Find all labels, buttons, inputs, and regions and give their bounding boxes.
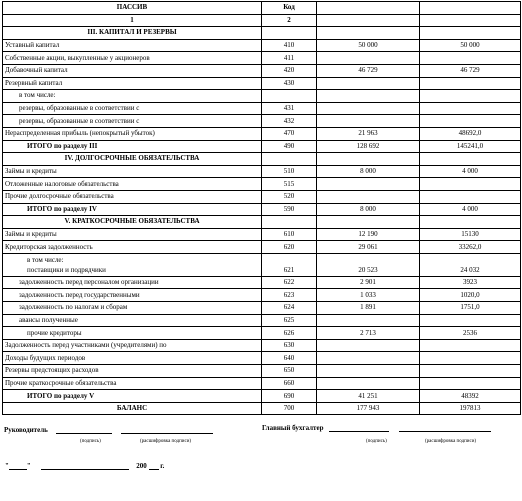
row-value-end: 197813 bbox=[420, 402, 521, 415]
row-code: 640 bbox=[262, 352, 317, 365]
row-code: 660 bbox=[262, 377, 317, 390]
row-code: 590 bbox=[262, 203, 317, 216]
table-row bbox=[3, 253, 521, 276]
row-label: Резервный капитал bbox=[3, 77, 262, 90]
row-code: 411 bbox=[262, 52, 317, 65]
row-label: Кредиторская задолженность bbox=[3, 241, 262, 254]
row-value-start: 8 000 bbox=[317, 203, 420, 216]
row-value-end bbox=[420, 153, 521, 166]
col-number-1: 1 bbox=[3, 14, 262, 27]
table-row bbox=[3, 77, 521, 90]
row-label: III. КАПИТАЛ И РЕЗЕРВЫ bbox=[3, 27, 262, 40]
row-value-end bbox=[420, 190, 521, 203]
row-value-start: 46 729 bbox=[317, 64, 420, 77]
row-value-end bbox=[420, 377, 521, 390]
row-value-start: 8 000 bbox=[317, 165, 420, 178]
row-value-start: 41 251 bbox=[317, 390, 420, 403]
row-label: V. КРАТКОСРОЧНЫЕ ОБЯЗАТЕЛЬСТВА bbox=[3, 216, 262, 229]
table-row bbox=[3, 115, 521, 128]
table-row bbox=[3, 289, 521, 302]
row-label: в том числе: поставщики и подрядчики bbox=[3, 253, 262, 276]
accountant-signature-line[interactable] bbox=[329, 431, 389, 432]
row-code: 432 bbox=[262, 115, 317, 128]
row-code: 650 bbox=[262, 365, 317, 378]
row-value-start: 2 901 bbox=[317, 276, 420, 289]
row-value-end bbox=[420, 52, 521, 65]
row-code: 624 bbox=[262, 302, 317, 315]
row-value-end: 24 032 bbox=[420, 253, 521, 276]
row-code bbox=[262, 27, 317, 40]
row-value-start bbox=[317, 365, 420, 378]
col-number-2: 2 bbox=[262, 14, 317, 27]
row-value-end bbox=[420, 352, 521, 365]
row-label: Займы и кредиты bbox=[3, 228, 262, 241]
row-value-start: 1 033 bbox=[317, 289, 420, 302]
row-code: 626 bbox=[262, 327, 317, 340]
row-value-start bbox=[317, 216, 420, 229]
row-label: ИТОГО по разделу III bbox=[3, 140, 262, 153]
table-row bbox=[3, 377, 521, 390]
row-value-end: 46 729 bbox=[420, 64, 521, 77]
row-label: Прочие долгосрочные обязательства bbox=[3, 190, 262, 203]
row-value-start bbox=[317, 27, 420, 40]
row-code: 621 bbox=[262, 253, 317, 276]
row-value-start bbox=[317, 190, 420, 203]
row-label: Доходы будущих периодов bbox=[3, 352, 262, 365]
row-code bbox=[262, 153, 317, 166]
date-quote-open: " bbox=[5, 462, 9, 470]
table-row bbox=[3, 390, 521, 403]
row-code: 690 bbox=[262, 390, 317, 403]
liabilities-table bbox=[2, 1, 521, 415]
row-code: 630 bbox=[262, 339, 317, 352]
table-row bbox=[3, 241, 521, 254]
row-code: 510 bbox=[262, 165, 317, 178]
row-label: Прочие краткосрочные обязательства bbox=[3, 377, 262, 390]
head-signature-caption: (подпись) bbox=[80, 439, 101, 444]
row-value-start bbox=[317, 178, 420, 191]
row-code: 515 bbox=[262, 178, 317, 191]
accountant-decoding-caption: (расшифровка подписи) bbox=[425, 439, 477, 444]
row-value-end bbox=[420, 178, 521, 191]
row-value-end: 145241,0 bbox=[420, 140, 521, 153]
row-value-end bbox=[420, 314, 521, 327]
table-row bbox=[3, 190, 521, 203]
row-code: 470 bbox=[262, 127, 317, 140]
row-label: Отложенные налоговые обязательства bbox=[3, 178, 262, 191]
row-value-start bbox=[317, 77, 420, 90]
row-value-start bbox=[317, 314, 420, 327]
row-code: 431 bbox=[262, 102, 317, 115]
row-label: Займы и кредиты bbox=[3, 165, 262, 178]
row-value-start: 12 190 bbox=[317, 228, 420, 241]
row-value-start bbox=[317, 153, 420, 166]
table-row bbox=[3, 228, 521, 241]
row-value-start: 21 963 bbox=[317, 127, 420, 140]
col-header-liabilities: ПАССИВ bbox=[3, 2, 262, 15]
row-label: резервы, образованные в соответствии с bbox=[3, 115, 262, 128]
row-value-end: 15130 bbox=[420, 228, 521, 241]
accountant-decoding-line[interactable] bbox=[399, 431, 491, 432]
column-number-row bbox=[3, 14, 521, 27]
row-label: задолженность перед персоналом организации bbox=[3, 276, 262, 289]
table-row bbox=[3, 216, 521, 229]
table-row bbox=[3, 352, 521, 365]
row-value-start bbox=[317, 52, 420, 65]
row-value-start bbox=[317, 90, 420, 103]
table-row bbox=[3, 276, 521, 289]
date-line-block bbox=[5, 462, 164, 470]
col-number-4 bbox=[420, 14, 521, 27]
row-label: авансы полученные bbox=[3, 314, 262, 327]
row-value-end bbox=[420, 365, 521, 378]
row-label: задолженность перед государственными bbox=[3, 289, 262, 302]
table-row bbox=[3, 178, 521, 191]
row-value-start bbox=[317, 352, 420, 365]
table-row bbox=[3, 127, 521, 140]
row-value-end: 4 000 bbox=[420, 203, 521, 216]
row-value-end: 50 000 bbox=[420, 39, 521, 52]
col-header-period-start bbox=[317, 2, 420, 15]
table-row bbox=[3, 90, 521, 103]
row-value-end bbox=[420, 90, 521, 103]
col-number-3 bbox=[317, 14, 420, 27]
table-row bbox=[3, 153, 521, 166]
table-row bbox=[3, 302, 521, 315]
row-code: 430 bbox=[262, 77, 317, 90]
row-label: Уставный капитал bbox=[3, 39, 262, 52]
row-value-start bbox=[317, 115, 420, 128]
row-code: 620 bbox=[262, 241, 317, 254]
table-row bbox=[3, 327, 521, 340]
row-value-end: 4 000 bbox=[420, 165, 521, 178]
row-label: резервы, образованные в соответствии с bbox=[3, 102, 262, 115]
row-value-end bbox=[420, 27, 521, 40]
head-decoding-line[interactable] bbox=[121, 433, 213, 434]
row-code bbox=[262, 90, 317, 103]
date-quote-close: " bbox=[26, 462, 31, 470]
row-value-end bbox=[420, 339, 521, 352]
table-row bbox=[3, 203, 521, 216]
date-year-suffix: г. bbox=[160, 462, 165, 470]
date-year-line[interactable] bbox=[149, 469, 159, 470]
table-row bbox=[3, 102, 521, 115]
row-code: 622 bbox=[262, 276, 317, 289]
row-label: задолженность по налогам и сборам bbox=[3, 302, 262, 315]
row-value-start: 20 523 bbox=[317, 253, 420, 276]
row-label: БАЛАНС bbox=[3, 402, 262, 415]
row-code: 490 bbox=[262, 140, 317, 153]
row-value-end: 48692,0 bbox=[420, 127, 521, 140]
row-code: 420 bbox=[262, 64, 317, 77]
row-value-end bbox=[420, 216, 521, 229]
head-signature-block bbox=[4, 426, 213, 434]
row-value-end bbox=[420, 77, 521, 90]
col-header-code: Код bbox=[262, 2, 317, 15]
row-value-end: 3923 bbox=[420, 276, 521, 289]
col-header-period-end bbox=[420, 2, 521, 15]
row-code: 700 bbox=[262, 402, 317, 415]
table-row bbox=[3, 339, 521, 352]
row-label: прочие кредиторы bbox=[3, 327, 262, 340]
row-code: 520 bbox=[262, 190, 317, 203]
row-value-start: 2 713 bbox=[317, 327, 420, 340]
row-value-end bbox=[420, 102, 521, 115]
date-month-line[interactable] bbox=[41, 469, 129, 470]
row-code: 410 bbox=[262, 39, 317, 52]
balance-sheet bbox=[2, 1, 520, 415]
table-row bbox=[3, 365, 521, 378]
table-row bbox=[3, 27, 521, 40]
chief-accountant-label: Главный бухгалтер bbox=[262, 424, 324, 432]
row-value-end: 1020,0 bbox=[420, 289, 521, 302]
table-row bbox=[3, 52, 521, 65]
table-row bbox=[3, 39, 521, 52]
row-label: Нераспределенная прибыль (непокрытый убыток) bbox=[3, 127, 262, 140]
row-label: ИТОГО по разделу IV bbox=[3, 203, 262, 216]
row-value-start bbox=[317, 102, 420, 115]
head-label: Руководитель bbox=[4, 426, 48, 434]
row-value-start: 177 943 bbox=[317, 402, 420, 415]
head-decoding-caption: (расшифровка подписи) bbox=[140, 439, 192, 444]
row-value-end: 1751,0 bbox=[420, 302, 521, 315]
row-label: ИТОГО по разделу V bbox=[3, 390, 262, 403]
accountant-signature-block bbox=[262, 424, 491, 432]
row-label: Собственные акции, выкупленные у акционеров bbox=[3, 52, 262, 65]
row-label: IV. ДОЛГОСРОЧНЫЕ ОБЯЗАТЕЛЬСТВА bbox=[3, 153, 262, 166]
row-value-start bbox=[317, 377, 420, 390]
table-header-row bbox=[3, 2, 521, 15]
table-row bbox=[3, 402, 521, 415]
row-value-start bbox=[317, 339, 420, 352]
row-label: Резервы предстоящих расходов bbox=[3, 365, 262, 378]
accountant-signature-caption: (подпись) bbox=[366, 439, 387, 444]
row-value-start: 50 000 bbox=[317, 39, 420, 52]
head-signature-line[interactable] bbox=[56, 433, 112, 434]
row-value-start: 1 891 bbox=[317, 302, 420, 315]
row-code: 625 bbox=[262, 314, 317, 327]
table-row bbox=[3, 165, 521, 178]
row-code: 623 bbox=[262, 289, 317, 302]
row-value-end bbox=[420, 115, 521, 128]
row-value-end: 2536 bbox=[420, 327, 521, 340]
row-value-end: 48392 bbox=[420, 390, 521, 403]
row-label: в том числе: bbox=[3, 90, 262, 103]
row-code bbox=[262, 216, 317, 229]
row-label: Добавочный капитал bbox=[3, 64, 262, 77]
date-year-prefix: 200 bbox=[136, 462, 147, 470]
table-row bbox=[3, 64, 521, 77]
date-day-line[interactable] bbox=[9, 469, 27, 470]
row-label: Задолженность перед участниками (учредителями) по bbox=[3, 339, 262, 352]
row-code: 610 bbox=[262, 228, 317, 241]
row-value-start: 29 061 bbox=[317, 241, 420, 254]
table-row bbox=[3, 140, 521, 153]
row-value-end: 33262,0 bbox=[420, 241, 521, 254]
row-value-start: 128 692 bbox=[317, 140, 420, 153]
table-row bbox=[3, 314, 521, 327]
